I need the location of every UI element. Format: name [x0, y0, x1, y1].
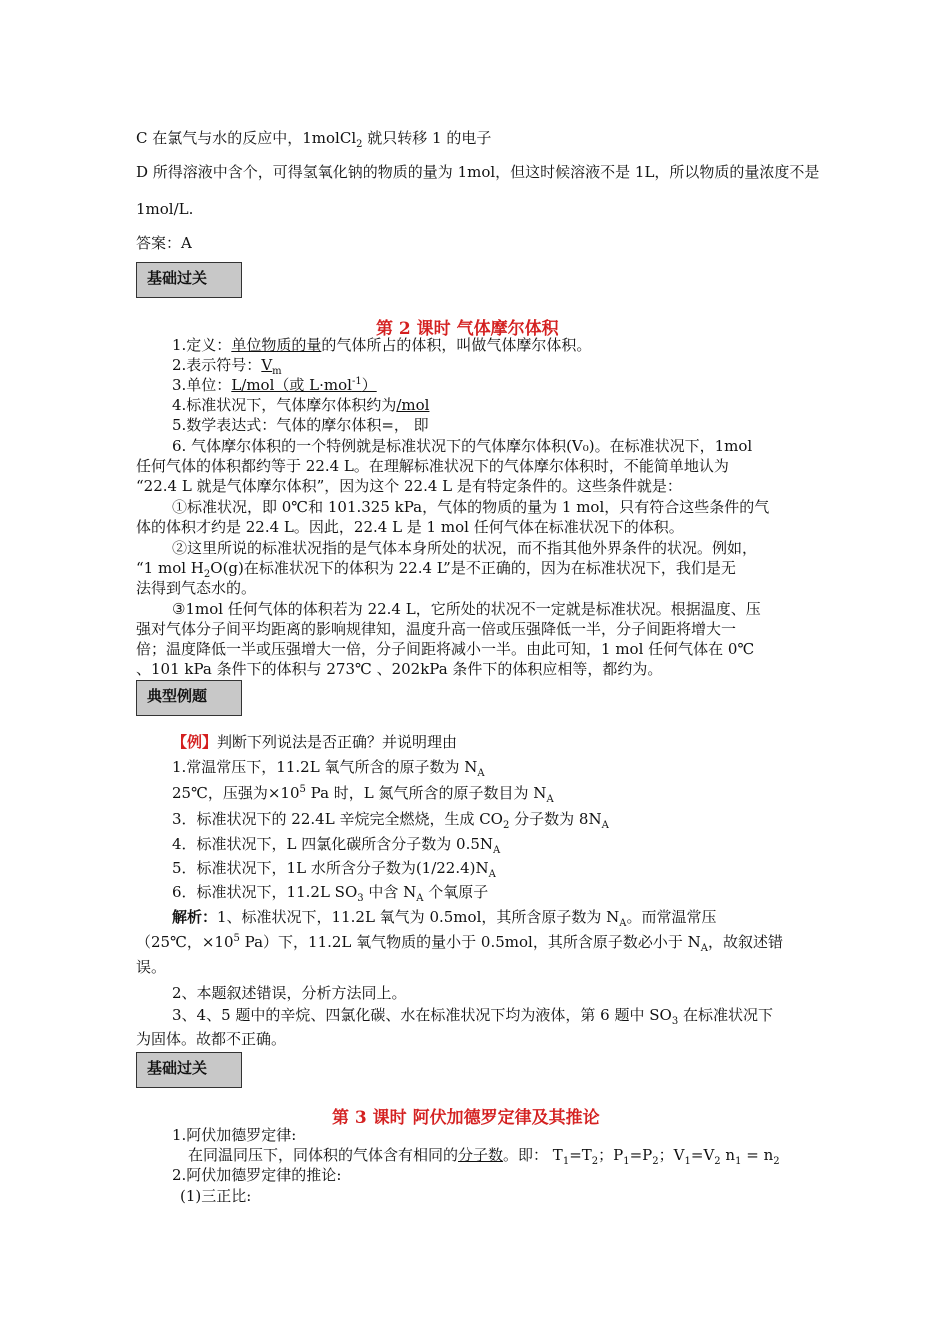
analysis-line-3: 为固体。故都不正确。 [136, 1030, 287, 1048]
point-2-line: ②这里所说的标准状况指的是气体本身所处的状况，而不指其他外界条件的状况。例如， [172, 539, 758, 557]
question-5: 5．标准状况下，1L 水所含分子数为$(1/22.4)N_A$ [172, 859, 496, 880]
section-box-basic: 基础过关 [136, 262, 242, 298]
section-box-basic: 基础过关 [136, 1052, 242, 1088]
special-case-line: “22.4 L 就是气体摩尔体积”，因为这个 22.4 L 是有特定条件的。这些条件就是： [136, 477, 682, 495]
three-proportions-line: (1)三正比: [180, 1187, 252, 1205]
special-case-line: 6. 气体摩尔体积的一个特例就是标准状况下的气体摩尔体积(V₀)。在标准状况下，1mol [172, 437, 753, 455]
special-case-line: 任何气体的体积都约等于 22.4 L。在理解标准状况下的气体摩尔体积时，不能简单地认为 [136, 457, 729, 475]
option-c-line: C 在氯气与水的反应中，1molCl$_2$ 就只转移 1 的电子 [136, 129, 492, 150]
symbol-line: 2.表示符号：$V_m$ [172, 356, 282, 377]
point-2-line: 法得到气态水的。 [136, 579, 257, 597]
standard-molar-volume-line: 4.标准状况下，气体摩尔体积约为/mol [172, 396, 430, 414]
example-prompt: 【例】判断下列说法是否正确？并说明理由 [172, 733, 458, 751]
question-4: 4．标准状况下，L 四氯化碳所含分子数为 $0.5N_A$ [172, 835, 501, 856]
point-3-line: 倍；温度降低一半或压强增大一倍，分子间距将减小一半。由此可知，1 mol 任何气体在 0℃ [136, 640, 755, 658]
point-3-line: 强对气体分子间平均距离的影响规律知，温度升高一倍或压强降低一半，分子间距将增大一 [136, 620, 737, 638]
lesson-2-title: 第 2 课时 气体摩尔体积 [376, 319, 559, 339]
analysis-line-3: 3、4、5 题中的辛烷、四氯化碳、水在标准状况下均为液体，第 6 题中 $SO_3$ 在标准状况下 [172, 1006, 773, 1027]
analysis-line-2: 2、本题叙述错误，分析方法同上。 [172, 984, 407, 1002]
option-d-line: D 所得溶液中含个，可得氢氧化钠的物质的量为 1mol，但这时候溶液不是 1L，所以物质的量浓度不是 [136, 163, 820, 181]
point-3-line: ③1mol 任何气体的体积若为 22.4 L，它所处的状况不一定就是标准状况。根据温度、压 [172, 600, 761, 618]
question-1: 1.常温常压下，11.2L 氧气所含的原子数为 $N_A$ [172, 758, 485, 779]
point-1-line: ①标准状况，即 0℃和 101.325 kPa，气体的物质的量为 1 mol，只有符合这些条件的气 [172, 498, 770, 516]
avogadro-inference-line: 2.阿伏加德罗定律的推论: [172, 1166, 342, 1184]
question-3: 3．标准状况下的 22.4L 辛烷完全燃烧，生成 $CO_2$ 分子数为 $8N_A$ [172, 810, 609, 831]
section-box-typical-examples: 典型例题 [136, 680, 242, 716]
analysis-line: （25℃，$\times 10^5$ Pa）下，11.2L 氧气物质的量小于 0.5mol，其所含原子数必小于 $N_A$，故叙述错 [136, 933, 783, 954]
avogadro-law-statement: 在同温同压下，同体积的气体含有相同的分子数。即： $T_1=T_2$；$P_1=P_2$；$V_1=V_2$ $n_1 = n_2$ [188, 1146, 780, 1167]
lesson-3-title: 第 3 课时 阿伏加德罗定律及其推论 [332, 1108, 600, 1128]
definition-line: 1.定义：单位物质的量的气体所占的体积，叫做气体摩尔体积。 [172, 336, 592, 354]
avogadro-law-line: 1.阿伏加德罗定律: [172, 1126, 297, 1144]
point-1-line: 体的体积才约是 22.4 L。因此，22.4 L 是 1 mol 任何气体在标准状况下的体积。 [136, 518, 684, 536]
expression-line: 5.数学表达式：气体的摩尔体积=， 即 [172, 416, 429, 434]
answer-line: 答案：A [136, 234, 192, 252]
unit-line: 3.单位：L/mol（或 L·mol$^{-1}$） [172, 376, 377, 394]
question-6: 6．标准状况下，11.2L $SO_3$ 中含 $N_A$ 个氧原子 [172, 883, 489, 904]
point-2-line: “1 mol $H_2O(g)$在标准状况下的体积为 22.4 L”是不正确的，因为在标准状况下，我们是无 [136, 559, 736, 580]
option-d-line-cont: 1mol/L. [136, 200, 194, 218]
question-2: 25℃，压强为$\times 10^5$ Pa 时，L 氮气所含的原子数目为 $N_A$ [172, 784, 554, 805]
analysis-line: 误。 [136, 958, 167, 976]
analysis-line: 解析：1、标准状况下，11.2L 氧气为 0.5mol，其所含原子数为 $N_A$。而常温常压 [172, 908, 717, 929]
point-3-line: 、101 kPa 条件下的体积与 273℃ 、202kPa 条件下的体积应相等，都约为。 [136, 660, 663, 678]
